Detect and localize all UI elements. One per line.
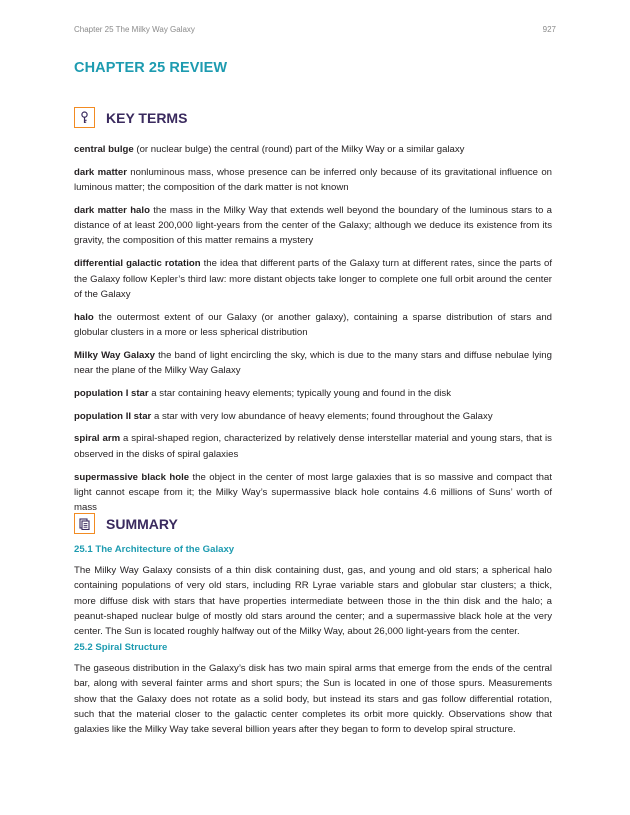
- key-term: [74, 203, 552, 249]
- term-definition: a star with very low abundance of heavy elements; found throughout the Galaxy: [151, 410, 493, 422]
- summary-paragraph: The Milky Way Galaxy consists of a thin disk containing dust, gas, and young and old stars; a spherical halo containing populations of very old stars, including RR Lyrae variable stars and globular star clusters; a thick, more diffuse disk with stars that have properties intermediate between those in the thin disk and the halo; a peanut-shaped nuclear bulge of mostly old stars around the center; and a supermassive black hole at the very center. The Sun is located roughly halfway out of the Milky Way, about 26,000 light-years from the center.: [74, 565, 552, 638]
- term-name: supermassive black hole: [74, 471, 190, 483]
- term-definition: nonluminous mass, whose presence can be inferred only because of its gravitational influence on luminous matter; the composition of the dark matter is not known: [74, 166, 552, 194]
- page-number: 927: [542, 25, 556, 34]
- key-terms-list: [74, 142, 552, 523]
- key-terms-header: [74, 107, 187, 128]
- key-term: [74, 386, 552, 401]
- term-name: spiral arm: [74, 433, 121, 445]
- key-term: [74, 165, 552, 196]
- summary-section-spiral: [74, 641, 552, 743]
- key-terms-heading: KEY TERMS: [106, 109, 188, 126]
- key-term: [74, 431, 552, 462]
- summary-subheading: 25.2 Spiral Structure: [74, 642, 168, 653]
- term-name: central bulge: [74, 144, 134, 155]
- summary-header: [74, 513, 178, 534]
- term-definition: a star containing heavy elements; typically young and found in the disk: [148, 387, 452, 399]
- term-definition: the mass in the Milky Way that extends well beyond the boundary of the luminous stars to a distance of at least 200,000 light-years from the center of the Galaxy; although we deduce its existence from its gravity, the composition of this matter remains a mystery: [74, 204, 552, 247]
- summary-heading: SUMMARY: [106, 515, 178, 532]
- key-term: [74, 256, 552, 302]
- summary-section-architecture: [74, 543, 552, 645]
- key-term: [74, 310, 552, 341]
- term-name: dark matter halo: [74, 204, 150, 216]
- term-definition: the outermost extent of our Galaxy (or another galaxy), containing a sparse distribution of stars and globular clusters in a more or less spherical distribution: [74, 311, 552, 338]
- key-term: [74, 470, 552, 516]
- summary-paragraph: The gaseous distribution in the Galaxy’s disk has two main spiral arms that emerge from the ends of the central bar, along with several fainter arms and short spurs; the Sun is located in one of those spurs. Measurements show that the Galaxy does not rotate as a solid body, but instead its stars and gas follow differential rotation, such that the material closer to the galactic center completes its orbit more quickly. Observations show that galaxies like the Milky Way take several billion years after they began to form to develop spiral structure.: [74, 663, 552, 736]
- key-term: [74, 409, 552, 424]
- term-definition: the object in the center of most large galaxies that is so massive and compact that light cannot escape from it; the Milky Way’s supermassive black hole contains 4.6 millions of Suns’ worth of mass: [74, 471, 552, 514]
- chapter-title: CHAPTER 25 REVIEW: [74, 60, 228, 76]
- running-head: [74, 25, 556, 34]
- summary-subheading: 25.1 The Architecture of the Galaxy: [74, 544, 235, 555]
- term-definition: (or nuclear bulge) the central (round) part of the Milky Way or a similar galaxy: [133, 144, 465, 155]
- term-definition: a spiral-shaped region, characterized by relatively dense interstellar material and young stars, that is observed in the disks of spiral galaxies: [74, 433, 552, 460]
- key-term: [74, 348, 552, 379]
- key-icon: [74, 107, 95, 128]
- running-head-chapter: Chapter 25 The Milky Way Galaxy: [74, 25, 195, 34]
- term-name: halo: [74, 311, 94, 323]
- term-name: population II star: [74, 410, 152, 422]
- term-name: differential galactic rotation: [74, 258, 201, 270]
- term-name: population I star: [74, 387, 149, 399]
- term-definition: the band of light encircling the sky, which is due to the many stars and diffuse nebulae lying near the plane of the Milky Way Galaxy: [74, 349, 552, 377]
- document-icon: [74, 513, 95, 534]
- term-definition: the idea that different parts of the Galaxy turn at different rates, since the parts of the Galaxy follow Kepler’s third law: more distant objects take longer to complete one full orbit around the center of the Galaxy: [74, 258, 552, 300]
- term-name: Milky Way Galaxy: [74, 349, 155, 361]
- key-term: [74, 142, 552, 157]
- term-name: dark matter: [74, 166, 127, 178]
